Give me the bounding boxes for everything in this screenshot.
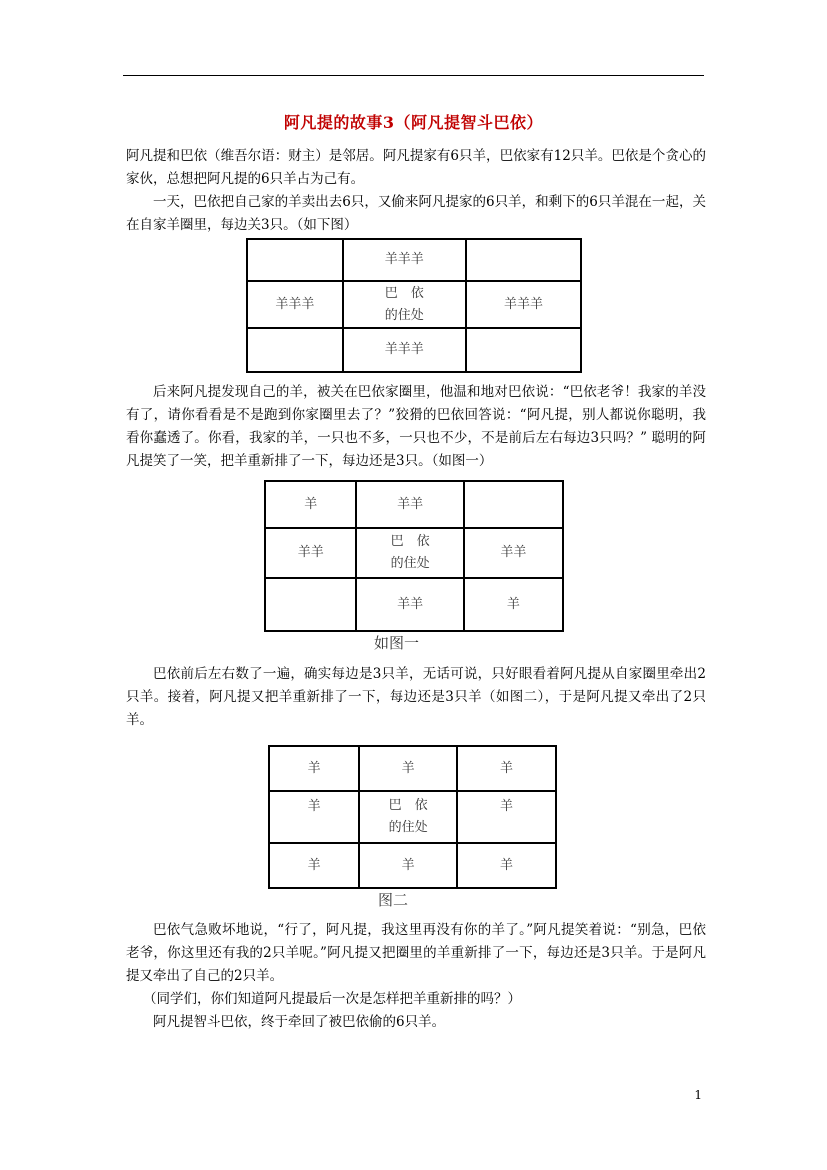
bayi-residence-cell: 巴 依 的住处 [359, 791, 457, 843]
pen-cell: 羊 [269, 843, 359, 888]
paragraph-1: 阿凡提和巴依（维吾尔语：财主）是邻居。阿凡提家有6只羊，巴依家有12只羊。巴依是个贪心的家伙，总想把阿凡提的6只羊占为己有。 [126, 148, 706, 187]
pen-cell: 羊 [457, 791, 556, 843]
pen-cell: 羊羊 [265, 528, 356, 578]
pen-cell: 羊 [265, 481, 356, 528]
pen-cell: 羊 [269, 746, 359, 791]
paragraph-5: 巴依气急败坏地说，“行了，阿凡提，我这里再没有你的羊了。”阿凡提笑着说：“别急，巴依老爷，你这里还有我的2只羊呢。”阿凡提又把圈里的羊重新排了一下，每边还是3只羊。于是阿凡提又牵出了自己的2只羊。 [126, 922, 706, 984]
pen-cell: 羊 [457, 746, 556, 791]
pen-cell: 羊羊 [464, 528, 563, 578]
header-rule [123, 75, 704, 76]
pen-cell: 羊羊羊 [247, 281, 343, 328]
pen-cell: 羊 [359, 843, 457, 888]
document-title: 阿凡提的故事3（阿凡提智斗巴依） [283, 113, 544, 132]
pen-cell: 羊 [457, 843, 556, 888]
paragraph-6: （同学们，你们知道阿凡提最后一次是怎样把羊重新排的吗？） [143, 991, 521, 1007]
pen-cell [464, 481, 563, 528]
pen-cell [466, 239, 581, 281]
paragraph-7: 阿凡提智斗巴依，终于牵回了被巴依偷的6只羊。 [153, 1014, 446, 1030]
pen-cell: 羊羊羊 [466, 281, 581, 328]
pen-cell: 羊 [269, 791, 359, 843]
pen-cell: 羊 [464, 578, 563, 631]
paragraph-4: 巴依前后左右数了一遍，确实每边是3只羊，无话可说，只好眼看着阿凡提从自家圈里牵出2只羊。接着，阿凡提又把羊重新排了一下，每边还是3只羊（如图二），于是阿凡提又牵出了2只羊。 [126, 666, 706, 728]
pen-cell [265, 578, 356, 631]
pen-cell [466, 328, 581, 372]
page-number: 1 [694, 1088, 702, 1102]
sheep-pen-figure-1 [264, 480, 564, 632]
pen-cell [247, 239, 343, 281]
pen-cell [247, 328, 343, 372]
pen-cell: 羊羊 [356, 481, 463, 528]
pen-cell: 羊羊羊 [343, 328, 466, 372]
figure-2-caption: 图二 [378, 891, 409, 909]
pen-cell: 羊羊羊 [343, 239, 466, 281]
bayi-residence-cell: 巴 依 的住处 [343, 281, 466, 328]
figure-1-caption: 如图一 [374, 634, 420, 652]
bayi-residence-cell: 巴 依 的住处 [356, 528, 463, 578]
paragraph-2: 一天，巴依把自己家的羊卖出去6只，又偷来阿凡提家的6只羊，和剩下的6只羊混在一起，关在自家羊圈里，每边关3只。（如下图） [126, 194, 706, 233]
paragraph-3: 后来阿凡提发现自己的羊，被关在巴依家圈里，他温和地对巴依说：“巴依老爷！我家的羊没有了，请你看看是不是跑到你家圈里去了？”狡猾的巴依回答说：“阿凡提，别人都说你聪明，我看你蠢透了。你看，我家的羊，一只也不多，一只也不少，不是前后左右每边3只吗？” 聪明的阿凡提笑了一笑，把羊重新排了一下，每边还是3只。（如图一） [126, 384, 706, 469]
sheep-pen-figure-2 [268, 745, 557, 889]
pen-cell: 羊 [359, 746, 457, 791]
pen-cell: 羊羊 [356, 578, 463, 631]
sheep-pen-figure-initial [246, 238, 582, 373]
